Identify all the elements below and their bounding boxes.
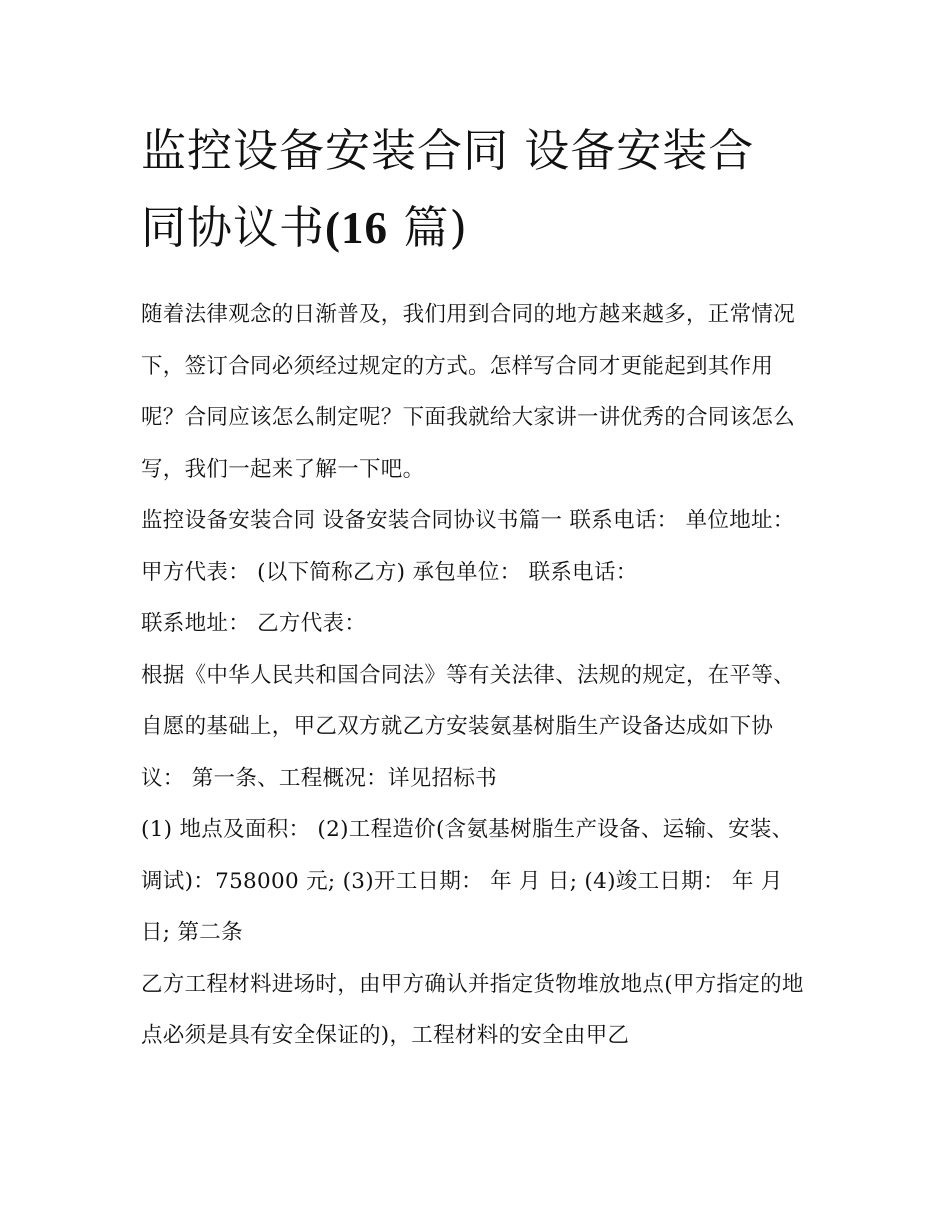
intro-paragraph: 随着法律观念的日渐普及，我们用到合同的地方越来越多，正常情况下，签订合同必须经过规定的方式。怎样写合同才更能起到其作用呢？合同应该怎么制定呢？下面我就给大家讲一讲优秀的合同该怎么写，我们一起来了解一下吧。 (141, 302, 796, 482)
title-line-1: 监控设备安装合同 设备安装合 (141, 124, 755, 177)
title-line-2-suffix: 篇) (388, 201, 468, 254)
article-two-heading: 日; 第二条 (141, 920, 243, 945)
address-paragraph: 联系地址： 乙方代表： (141, 611, 367, 636)
materials-paragraph: 乙方工程材料进场时，由甲方确认并指定货物堆放地点(甲方指定的地点必须是具有安全保证的)，工程材料的安全由甲乙 (141, 971, 804, 1048)
document-body (141, 289, 813, 1062)
document-page (141, 112, 813, 1062)
project-details-paragraph: (1) 地点及面积： (2)工程造价(含氨基树脂生产设备、运输、安装、调试)：758000 元; (3)开工日期： 年 月 日; (4)竣工日期： 年 月 (141, 817, 794, 894)
document-title (141, 112, 813, 267)
title-line-2-count: (16 (325, 203, 389, 253)
agreement-paragraph: 根据《中华人民共和国合同法》等有关法律、法规的规定，在平等、自愿的基础上，甲乙双方就乙方安装氨基树脂生产设备达成如下协议： 第一条、工程概况：详见招标书 (141, 662, 796, 791)
title-line-2-prefix: 同协议书 (141, 201, 326, 254)
contact-paragraph: 监控设备安装合同 设备安装合同协议书篇一 联系电话： 单位地址： 甲方代表： (以下简称乙方) 承包单位： 联系电话： (141, 508, 795, 585)
